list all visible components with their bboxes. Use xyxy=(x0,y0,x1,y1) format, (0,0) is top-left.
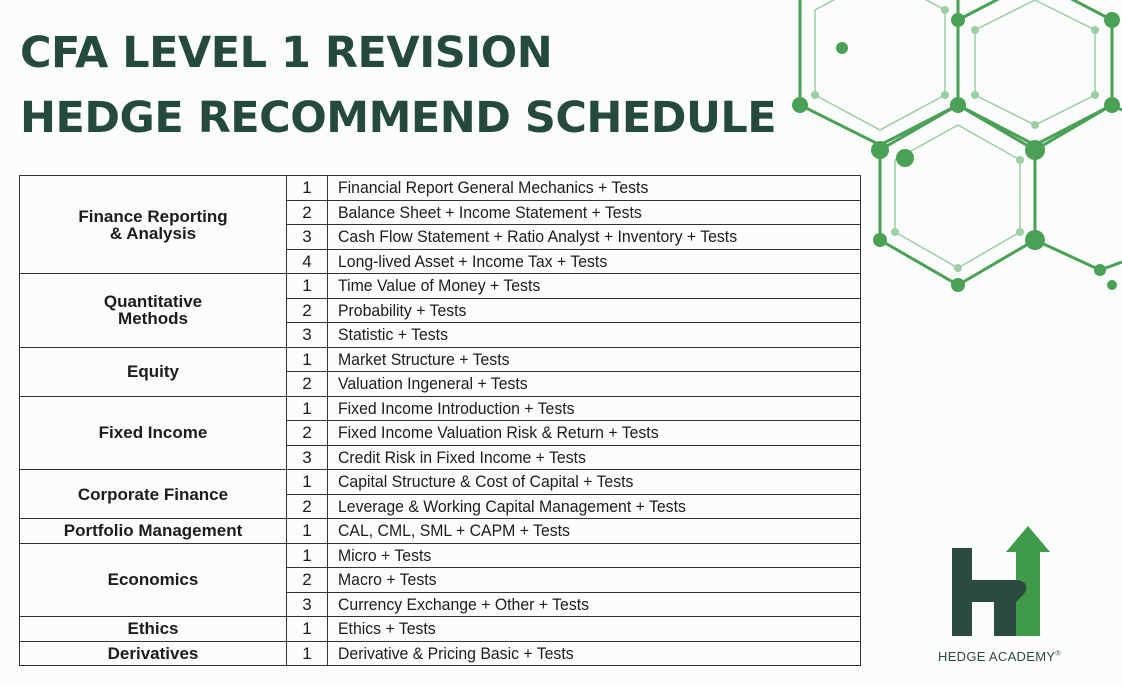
topic-cell xyxy=(328,445,861,470)
topic-cell xyxy=(328,249,861,274)
topic-cell xyxy=(328,543,861,568)
lesson-number: 1 xyxy=(287,543,328,568)
topic-text: Long-lived Asset + Income Tax + Tests xyxy=(338,251,608,271)
lesson-number: 2 xyxy=(287,568,328,593)
lesson-number: 3 xyxy=(287,445,328,470)
subject-label: Quantitative xyxy=(103,292,203,312)
topic-cell xyxy=(328,200,861,225)
topic-cell xyxy=(328,519,861,544)
topic-cell xyxy=(328,323,861,348)
schedule-row xyxy=(20,274,861,299)
topic-cell xyxy=(328,592,861,617)
schedule-row xyxy=(20,470,861,495)
subject-label: Equity xyxy=(127,362,179,381)
topic-text: Currency Exchange + Other + Tests xyxy=(338,594,590,614)
subject-label: Finance Reporting xyxy=(78,206,228,226)
topic-cell xyxy=(328,396,861,421)
subject-label: Derivatives xyxy=(107,643,199,663)
subject-cell xyxy=(20,641,287,666)
topic-text: Fixed Income Valuation Risk & Return + Tests xyxy=(338,423,659,443)
title-line-1: CFA LEVEL 1 REVISION xyxy=(20,28,553,78)
lesson-number: 3 xyxy=(287,225,328,250)
topic-text: Valuation Ingeneral + Tests xyxy=(338,374,528,394)
subject-cell xyxy=(20,347,287,396)
subject-cell xyxy=(20,274,287,348)
schedule-row xyxy=(20,396,861,421)
lesson-number: 1 xyxy=(287,519,328,544)
lesson-number: 2 xyxy=(287,421,328,446)
topic-text: CAL, CML, SML + CAPM + Tests xyxy=(338,521,570,541)
lesson-number: 4 xyxy=(287,249,328,274)
lesson-number: 2 xyxy=(287,200,328,225)
subject-cell xyxy=(20,543,287,617)
topic-cell xyxy=(328,568,861,593)
topic-cell xyxy=(328,176,861,201)
topic-cell xyxy=(328,494,861,519)
subject-cell xyxy=(20,617,287,642)
topic-text: Probability + Tests xyxy=(338,300,467,320)
subject-label: Fixed Income xyxy=(98,423,208,443)
schedule-row xyxy=(20,617,861,642)
topic-text: Statistic + Tests xyxy=(338,325,448,345)
subject-label: Economics xyxy=(107,570,199,590)
subject-cell xyxy=(20,519,287,544)
topic-cell xyxy=(328,225,861,250)
topic-text: Financial Report General Mechanics + Tests xyxy=(338,178,649,198)
title-line-2: HEDGE RECOMMEND SCHEDULE xyxy=(20,93,777,143)
brand-name: HEDGE ACADEMY® xyxy=(938,649,1061,664)
lesson-number: 1 xyxy=(287,176,328,201)
subject-label: & Analysis xyxy=(109,223,197,243)
schedule-row xyxy=(20,176,861,201)
topic-cell xyxy=(328,298,861,323)
subject-label: Portfolio Management xyxy=(63,521,243,541)
lesson-number: 2 xyxy=(287,494,328,519)
topic-cell xyxy=(328,274,861,299)
topic-cell xyxy=(328,470,861,495)
topic-text: Credit Risk in Fixed Income + Tests xyxy=(338,447,586,467)
topic-text: Ethics + Tests xyxy=(338,619,436,639)
schedule-row xyxy=(20,543,861,568)
schedule-row xyxy=(20,347,861,372)
topic-text: Leverage & Working Capital Management + Tests xyxy=(338,496,686,516)
topic-cell xyxy=(328,421,861,446)
lesson-number: 1 xyxy=(287,396,328,421)
topic-text: Derivative & Pricing Basic + Tests xyxy=(338,643,574,663)
topic-text: Fixed Income Introduction + Tests xyxy=(338,398,575,418)
schedule-row xyxy=(20,519,861,544)
schedule-row xyxy=(20,641,861,666)
topic-cell xyxy=(328,617,861,642)
subject-cell xyxy=(20,176,287,274)
lesson-number: 1 xyxy=(287,617,328,642)
schedule-table xyxy=(19,175,861,666)
lesson-number: 3 xyxy=(287,592,328,617)
subject-label: Ethics xyxy=(127,619,179,639)
lesson-number: 2 xyxy=(287,372,328,397)
subject-label: Corporate Finance xyxy=(77,484,229,504)
topic-cell xyxy=(328,347,861,372)
topic-text: Capital Structure & Cost of Capital + Tests xyxy=(338,472,634,492)
lesson-number: 1 xyxy=(287,470,328,495)
topic-text: Market Structure + Tests xyxy=(338,349,510,369)
topic-cell xyxy=(328,372,861,397)
lesson-number: 1 xyxy=(287,274,328,299)
lesson-number: 2 xyxy=(287,298,328,323)
hedge-academy-logo xyxy=(948,526,1050,640)
topic-text: Micro + Tests xyxy=(338,545,432,565)
topic-text: Macro + Tests xyxy=(338,570,437,590)
topic-text: Cash Flow Statement + Ratio Analyst + Inventory + Tests xyxy=(338,227,738,247)
topic-text: Balance Sheet + Income Statement + Tests xyxy=(338,202,642,222)
subject-cell xyxy=(20,396,287,470)
lesson-number: 1 xyxy=(287,347,328,372)
subject-cell xyxy=(20,470,287,519)
topic-text: Time Value of Money + Tests xyxy=(338,276,541,296)
subject-label: Methods xyxy=(118,309,188,329)
topic-cell xyxy=(328,641,861,666)
lesson-number: 3 xyxy=(287,323,328,348)
lesson-number: 1 xyxy=(287,641,328,666)
